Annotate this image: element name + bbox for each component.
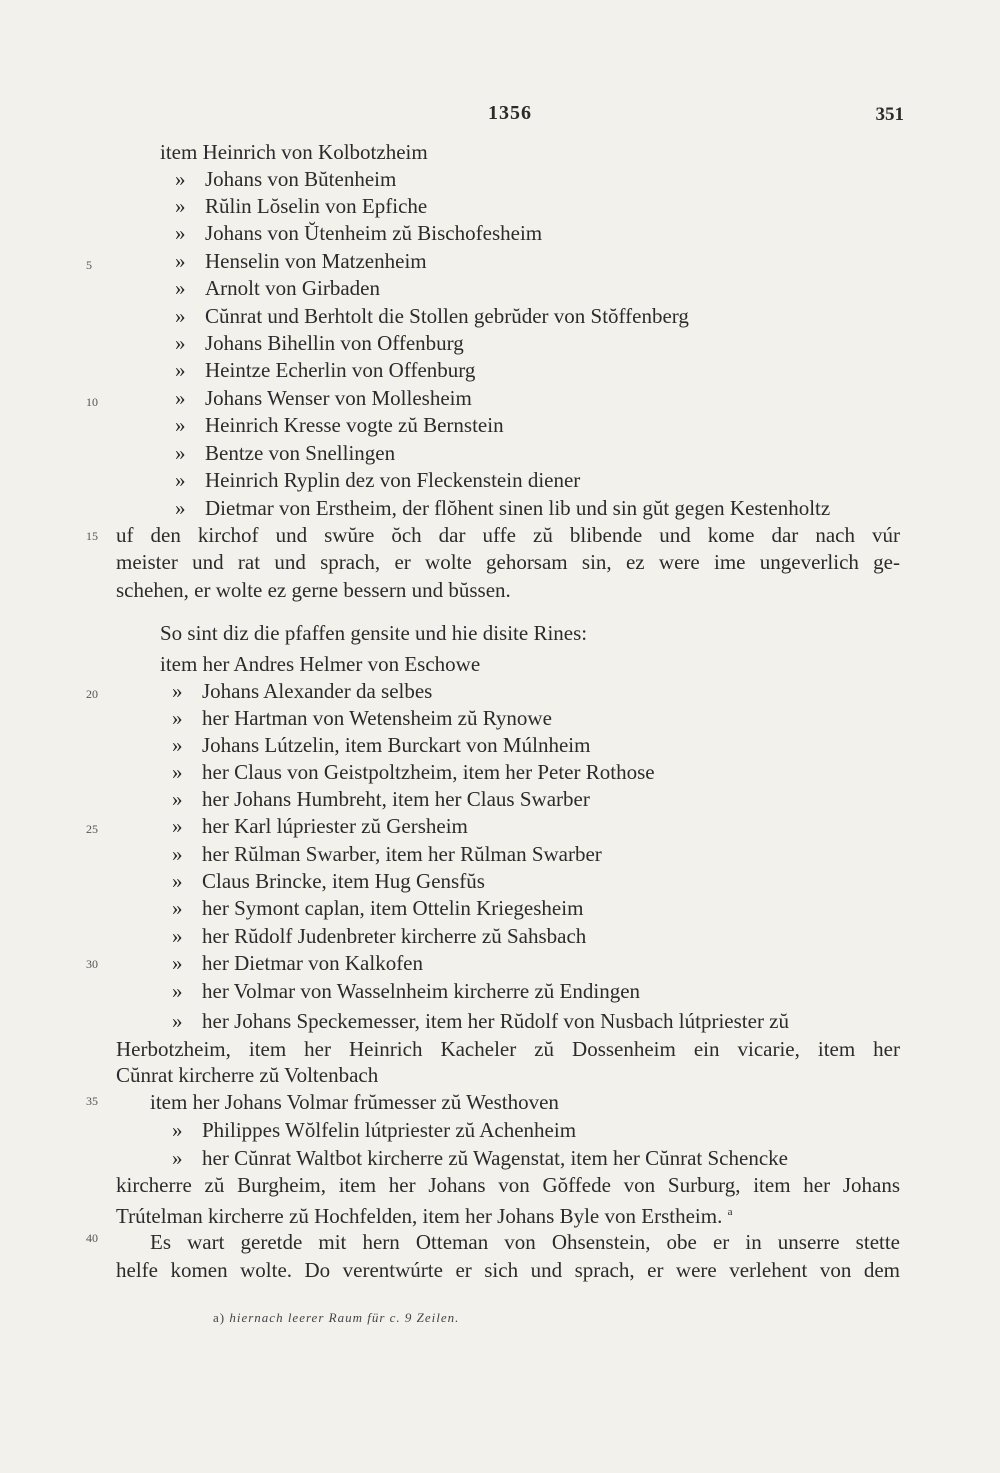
list-item: » her Hartman von Wetensheim zŭ Rynowe (172, 706, 552, 730)
list-item: » Heinrich Ryplin dez von Fleckenstein diener (175, 468, 581, 492)
paragraph-line: schehen, er wolte ez gerne bessern und bŭssen. (116, 578, 511, 602)
section-intro: So sint diz die pfaffen gensite und hie disite Rines: (160, 621, 588, 645)
list-item: » Dietmar von Erstheim, der flŏhent sinen lib und sin gŭt gegen Kestenholtz (175, 496, 831, 520)
list-item: » Johans von Ŭtenheim zŭ Bischofesheim (175, 221, 543, 245)
line-number: 20 (86, 687, 98, 701)
paragraph-line: Es wart geretde mit hern Otteman von Ohsenstein, obe er in unserre stette (150, 1230, 900, 1254)
list-item: » Heintze Echerlin von Offenburg (175, 358, 476, 382)
list-item: » her Dietmar von Kalkofen (172, 951, 424, 975)
list-item: » Johans Alexander da selbes (172, 679, 433, 703)
footnote-text: hiernach leerer Raum für c. 9 Zeilen. (229, 1310, 460, 1325)
paragraph-line: meister und rat und sprach, er wolte gehorsam sin, ez were ime ungeverlich ge- (116, 550, 900, 574)
paragraph-line: Herbotzheim, item her Heinrich Kacheler zŭ Dossenheim ein vicarie, item her (116, 1037, 900, 1061)
list-item: » Johans Wenser von Mollesheim (175, 386, 472, 410)
list-item: » her Symont caplan, item Ottelin Kriegesheim (172, 896, 584, 920)
footnote-mark: a (727, 1206, 733, 1218)
list-item: » her Rŭlman Swarber, item her Rŭlman Swarber (172, 842, 602, 866)
list-item: » Rŭlin Lŏselin von Epfiche (175, 194, 428, 218)
list-item: » her Rŭdolf Judenbreter kircherre zŭ Sahsbach (172, 924, 587, 948)
list-item: » Claus Brincke, item Hug Gensfŭs (172, 869, 485, 893)
list-item: » Cŭnrat und Berhtolt die Stollen gebrŭder von Stŏffenberg (175, 304, 689, 328)
list-item: » Bentze von Snellingen (175, 441, 396, 465)
list-item: » Johans Bihellin von Offenburg (175, 331, 464, 355)
footnote (213, 1310, 459, 1326)
list-item: » Johans von Bŭtenheim (175, 167, 397, 191)
list-item: » Philippes Wŏlfelin lútpriester zŭ Achenheim (172, 1118, 577, 1142)
list-item: item Heinrich von Kolbotzheim (160, 140, 428, 164)
line-number: 5 (86, 258, 92, 272)
paragraph-line: helfe komen wolte. Do verentwúrte er sich und sprach, er were verlehent von dem (116, 1258, 900, 1282)
list-item: » Henselin von Matzenheim (175, 249, 427, 273)
line-number: 40 (86, 1231, 98, 1245)
page-number: 351 (875, 104, 904, 125)
line-number: 15 (86, 529, 98, 543)
list-item: » her Claus von Geistpoltzheim, item her Peter Rothose (172, 760, 655, 784)
paragraph-line: Cŭnrat kircherre zŭ Voltenbach (116, 1063, 379, 1087)
footnote-label: a) (213, 1310, 226, 1325)
list-item: item her Andres Helmer von Eschowe (160, 652, 481, 676)
line-number: 10 (86, 395, 98, 409)
paragraph-line: uf den kirchof und swŭre ŏch dar uffe zŭ blibende und kome dar nach vúr (116, 523, 900, 547)
paragraph-line: Trútelman kircherre zŭ Hochfelden, item her Johans Byle von Erstheim. $^a$ (116, 1204, 733, 1228)
line-number: 25 (86, 822, 98, 836)
list-item: » her Volmar von Wasselnheim kircherre zŭ Endingen (172, 979, 641, 1003)
list-item: » her Karl lúpriester zŭ Gersheim (172, 814, 468, 838)
list-item: item her Johans Volmar frŭmesser zŭ Westhoven (150, 1090, 559, 1114)
paragraph-line: kircherre zŭ Burgheim, item her Johans von Gŏffede von Surburg, item her Johans (116, 1173, 900, 1197)
line-number: 30 (86, 957, 98, 971)
page-header-year: 1356 (488, 102, 532, 124)
list-item: » her Johans Humbreht, item her Claus Swarber (172, 787, 590, 811)
list-item: » her Cŭnrat Waltbot kircherre zŭ Wagenstat, item her Cŭnrat Schencke (172, 1146, 788, 1170)
line-number: 35 (86, 1094, 98, 1108)
list-item: » Heinrich Kresse vogte zŭ Bernstein (175, 413, 504, 437)
list-item: » Johans Lútzelin, item Burckart von Múlnheim (172, 733, 591, 757)
list-item: » her Johans Speckemesser, item her Rŭdolf von Nusbach lútpriester zŭ (172, 1009, 790, 1033)
list-item: » Arnolt von Girbaden (175, 276, 380, 300)
